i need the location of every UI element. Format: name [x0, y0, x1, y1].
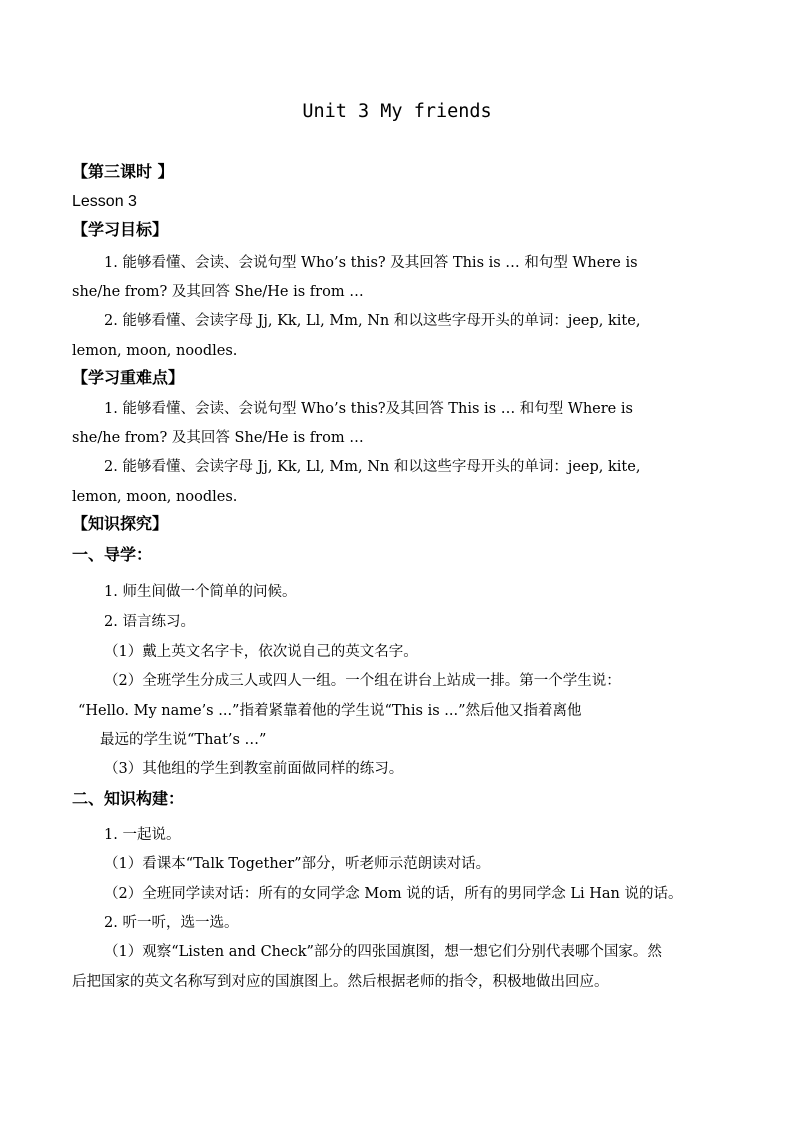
- keypoint-2-line-1: 2. 能够看懂、会读字母 Jj, Kk, Ll, Mm, Nn 和以这些字母开头的单词：jeep, kite,: [104, 459, 641, 475]
- part2-step-2: 2. 听一听，选一选。: [104, 915, 239, 931]
- page-title: Unit 3 My friends: [302, 101, 492, 122]
- part2-step-1-1: （1）看课本“Talk Together”部分，听老师示范朗读对话。: [104, 856, 491, 872]
- part1-step-2: 2. 语言练习。: [104, 614, 195, 630]
- part1-step-2-3: （3）其他组的学生到教室前面做同样的练习。: [104, 761, 404, 777]
- keypoint-1-line-1: 1. 能够看懂、会读、会说句型 Who’s this?及其回答 This is … 和句型 Where is: [104, 401, 633, 417]
- part1-step-2-2-line-2: “Hello. My name’s ...”指着紧靠着他的学生说“This is ...”然后他又指着离他: [78, 703, 582, 719]
- lesson-label: Lesson 3: [72, 193, 137, 210]
- explore-heading: 【知识探究】: [72, 514, 169, 533]
- part2-step-1: 1. 一起说。: [104, 827, 181, 843]
- keypoint-2-line-2: lemon, moon, noodles.: [72, 489, 238, 505]
- objective-1-line-1: 1. 能够看懂、会读、会说句型 Who’s this? 及其回答 This is … 和句型 Where is: [104, 255, 638, 271]
- part1-step-2-2-line-1: （2）全班学生分成三人或四人一组。一个组在讲台上站成一排。第一个学生说：: [104, 673, 621, 689]
- part1-heading: 一、导学：: [72, 545, 153, 564]
- part2-step-1-2: （2）全班同学读对话：所有的女同学念 Mom 说的话，所有的男同学念 Li Han 说的话。: [104, 886, 683, 902]
- part2-heading: 二、知识构建：: [72, 789, 185, 808]
- part2-step-2-1-line-1: （1）观察“Listen and Check”部分的四张国旗图，想一想它们分别代表哪个国家。然: [104, 944, 662, 960]
- objectives-heading: 【学习目标】: [72, 220, 169, 239]
- part1-step-2-1: （1）戴上英文名字卡，依次说自己的英文名字。: [104, 644, 418, 660]
- part2-step-2-1-line-2: 后把国家的英文名称写到对应的国旗图上。然后根据老师的指令，积极地做出回应。: [72, 974, 609, 990]
- period-label: 【第三课时 】: [72, 162, 174, 181]
- objective-1-line-2: she/he from? 及其回答 She/He is from …: [72, 284, 364, 300]
- objective-2-line-1: 2. 能够看懂、会读字母 Jj, Kk, Ll, Mm, Nn 和以这些字母开头的单词：jeep, kite,: [104, 313, 641, 329]
- keypoint-1-line-2: she/he from? 及其回答 She/He is from …: [72, 430, 364, 446]
- part1-step-1: 1. 师生间做一个简单的问候。: [104, 584, 297, 600]
- objective-2-line-2: lemon, moon, noodles.: [72, 343, 238, 359]
- part1-step-2-2-line-3: 最远的学生说“That’s …”: [100, 732, 267, 748]
- keypoints-heading: 【学习重难点】: [72, 368, 185, 387]
